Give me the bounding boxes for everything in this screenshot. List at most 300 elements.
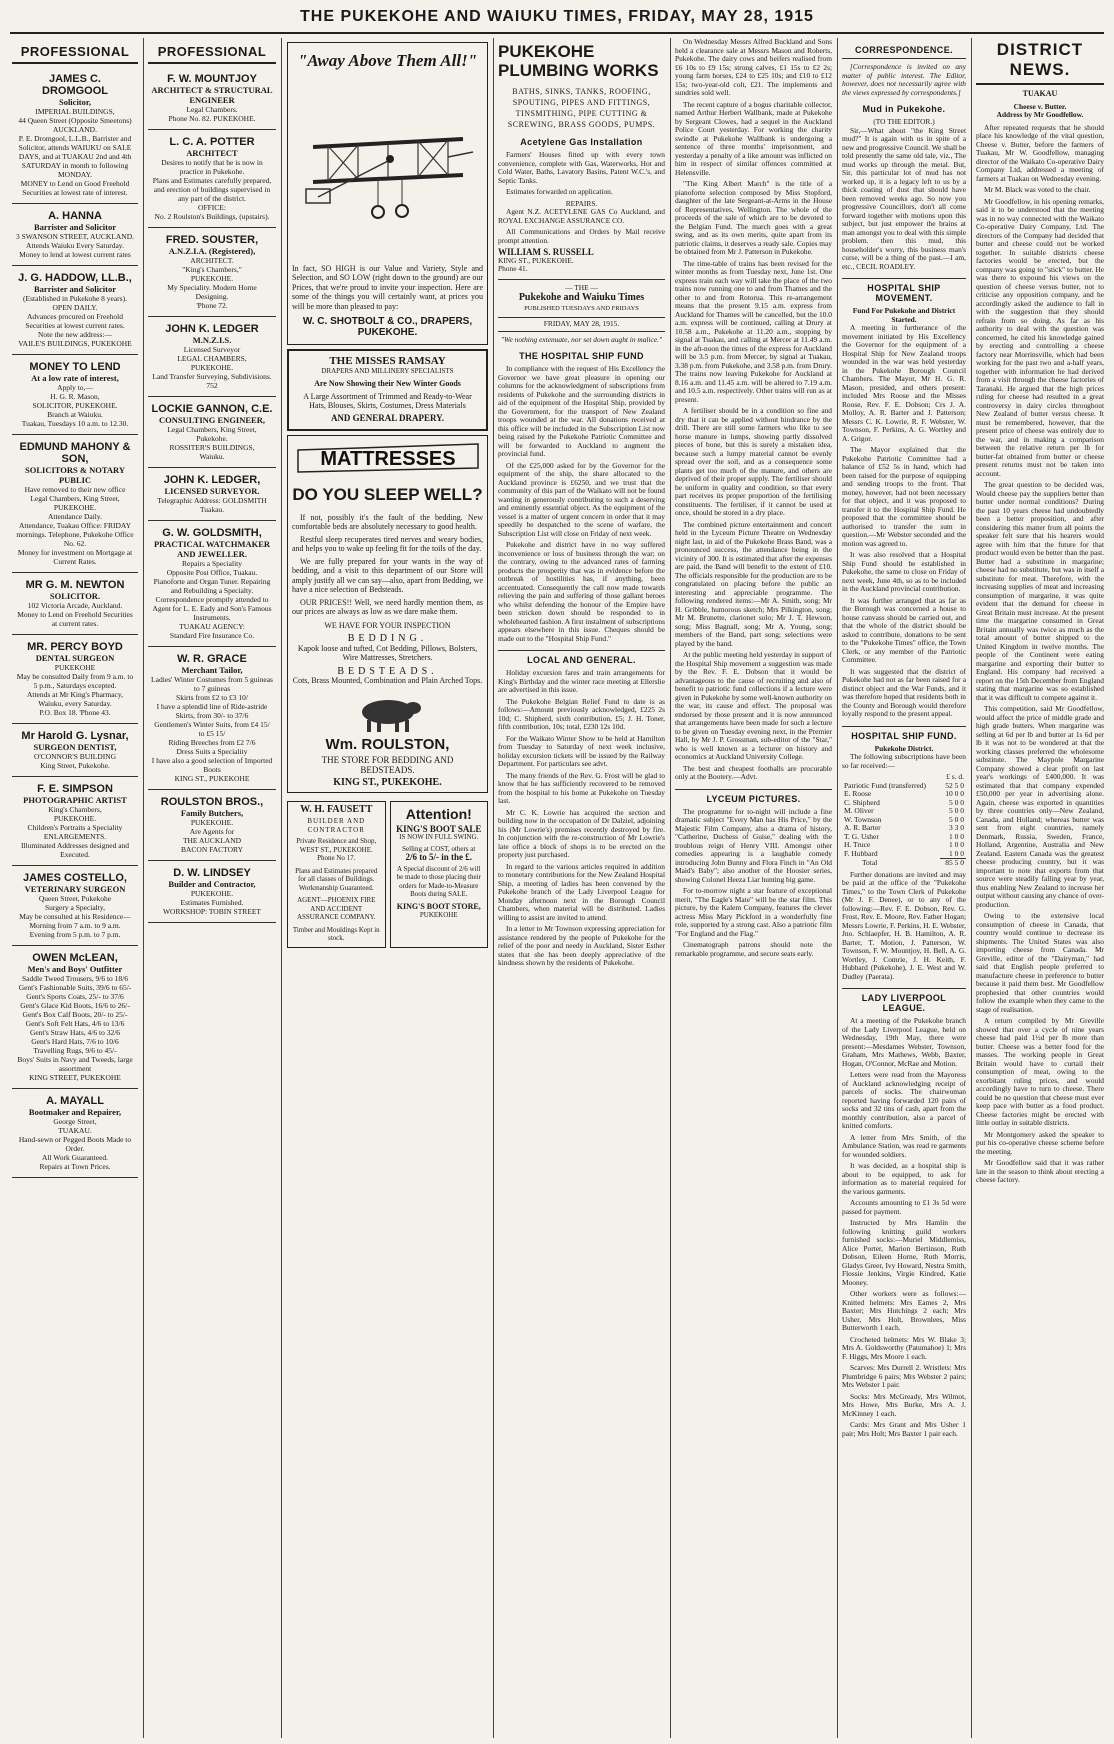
- card-line: Waiuku.: [199, 452, 225, 461]
- card-line: P. E. Dromgool, L.L.B., Barrister and Solicitor, attends WAIUKU on SALE DAYS, and at TUAKAU 2nd and 4th SATURDAY in month to following MONDAY.: [18, 134, 132, 179]
- ad-line: AGENT—PHOENIX FIRE AND ACCIDENT ASSURANCE COMPANY.: [296, 896, 376, 921]
- ad-name: Wm. ROULSTON,: [325, 736, 450, 753]
- card-line: Tuakau.: [199, 505, 225, 514]
- professional-card: [12, 266, 138, 355]
- article-paragraph: On Wednesday Messrs Alfred Buckland and Sons held a clearance sale at Messrs Mason and Roberts, Pukekohe. The dairy cows and heifers realised from £6 10s to £9 15s; strong calves, £1 15s to £2 2s; young farm horses, £24 to £25 10s; and £10 to £12 15s; two-year-old colt, £21. The implements and sundries sold well.: [675, 38, 832, 97]
- card-name: ROULSTON BROS.,: [160, 796, 264, 808]
- lady-liverpool-heading: LADY LIVERPOOL LEAGUE.: [842, 988, 966, 1013]
- card-line: Agent for L. E. Eady and Son's Famous Instruments.: [152, 604, 272, 622]
- subscriber-name: C. Shipherd: [844, 797, 880, 807]
- owner-address: KING ST., PUKEKOHE.: [498, 255, 574, 265]
- article-paragraph: Other workers were as follows:— Knitted helmets: Mrs Eames 2, Mrs Baxter; Mrs Hutchings 2 each; Mrs Usher, Mrs Holt, Brownlees, Miss Butterworth 1 each.: [842, 1289, 966, 1332]
- section-header: PROFESSIONAL: [12, 38, 138, 64]
- article-paragraph: Socks: Mrs McGready, Mrs Wilmot, Mrs Howe, Mrs Burke, Mrs A. J. McKinney 1 each.: [842, 1391, 966, 1418]
- correspondence-heading: CORRESPONDENCE.: [842, 45, 966, 59]
- professional-card: [148, 130, 276, 228]
- news-paragraphs: [675, 38, 832, 782]
- card-line: LEGAL CHAMBERS,: [177, 354, 247, 363]
- card-role: CONSULTING ENGINEER,: [159, 415, 265, 425]
- card-line: Plans and Estimates carefully prepared, and erection of buildings supervised in any part of the district.: [152, 176, 272, 203]
- card-role: M.N.Z.I.S.: [192, 335, 232, 345]
- district-article: [976, 124, 1104, 1185]
- mud-to-editor: (TO THE EDITOR.): [873, 117, 935, 126]
- article-paragraph: It was decided, as a hospital ship is about to be equipped, to ask for information as to material required for the various garments.: [842, 1161, 966, 1196]
- subscriber-amount: 5 0 0: [949, 797, 964, 807]
- card-line: Attendance Daily.: [47, 512, 103, 521]
- hospital-ship-movement-heading: HOSPITAL SHIP MOVEMENT.: [842, 278, 966, 303]
- professional-card: [148, 67, 276, 130]
- card-name: JOHN K. LEDGER,: [163, 474, 261, 486]
- ad-line: Phone No 17.: [317, 854, 356, 862]
- card-line: TUAKAU AGENCY:: [179, 622, 245, 631]
- article-paragraph: In compliance with the request of His Excellency the Governor we have great pleasure in opening our columns for the acknowledgment of subscriptions from residents of Pukekohe and the surrounding districts in aid of the equipment of the Hospital Ship, provided by the Government, for the transport of New Zealand troops wounded at the war. All donations received at this office will be included in the Subscription List now being raised by the Pukekohe Patriotic Committee and will be forwarded to Auckland to augment the provincial fund.: [498, 364, 665, 458]
- biplane-illustration: [298, 77, 478, 257]
- article-paragraph: The programme for to-night will include a fine dramatic subject "Every Man has His Price," by the Majestic Film Company, also a drama of history, "Catherine, Duchess of Guise," dealing with the troublous reign of Henry VIII. Amongst other comedies appearing is a laughable comedy introducing John Bunny and Flora Finch in "An Old Maid's Baby"; also another of the Hoosier series, showing Colonel Heeza Liar hunting big game.: [675, 806, 832, 884]
- card-line: (Established in Pukekohe 8 years).: [23, 294, 127, 303]
- card-line: THE AUCKLAND: [182, 836, 242, 845]
- subscriber-name: Patriotic Fund (transferred): [844, 780, 927, 790]
- acetylene-heading: Acetylene Gas Installation: [520, 137, 643, 147]
- professional-card: [12, 866, 138, 946]
- article-paragraph: It was further arranged that as far as the Borough was concerned a house to house canvass should be carried out, and that the whole of the district should be asked to contribute, donations to be sent to the "Pukekohe Times" office, the Town Clerk, or any member of the Patriotic Committee.: [842, 595, 966, 664]
- card-line: Evening from 5 p.m. to 7 p.m.: [29, 930, 121, 939]
- professional-card: [148, 790, 276, 861]
- column-correspondence: [842, 38, 966, 1738]
- professional-card: [12, 435, 138, 573]
- paper-motto: "We nothing extenuate, nor set down aught in malice.": [500, 334, 663, 344]
- card-role: DENTAL SURGEON: [35, 653, 115, 663]
- card-line: ARCHITECT.: [190, 256, 234, 265]
- lyceum-heading: LYCEUM PICTURES.: [675, 789, 832, 804]
- card-line: PUKEKOHE.: [190, 363, 234, 372]
- article-paragraph: Mr M. Black was voted to the chair.: [984, 185, 1091, 194]
- card-line: Opposite Post Office, Tuakau.: [166, 568, 258, 577]
- card-line: Gent's Glace Kid Boots, 16/6 to 26/-: [20, 1001, 130, 1010]
- column-rule: [971, 38, 972, 1738]
- ad-line: THE STORE FOR BEDDING AND: [321, 755, 454, 765]
- article-paragraph: The combined picture entertainment and concert held in the Lyceum Picture Theatre on Wednesday night last, in aid of the Pukekohe Brass Band, was a pronounced success, the attendance being in the vicinity of 300. It is estimated that after the expenses are paid, the Band will benefit to the extent of £10. The officials responsible for the production are to be congratulated on placing before the public an interesting and appreciable programme. The following rendered items:—Mr A. Smith, song; Mr H. Gribble, humorous sketch; Mrs Pilkington, song; Mr M. Brunette, clarionet solo; Mr J. T. Hewson, song; Miss Bagnall, song; Mr A. Young, song; members of the Band, part song; selections were played by the band.: [675, 519, 832, 648]
- fund-heading: HOSPITAL SHIP FUND.: [842, 726, 966, 741]
- lyceum-article: [675, 808, 832, 959]
- column-rule: [837, 38, 838, 1738]
- article-paragraph: Mr Montgomery asked the speaker to put his co-operative cheese scheme before the meeting.: [976, 1129, 1104, 1156]
- mud-letter: Sir,—What about "the King Street mud?" It is again with us in spite of a new and progressive Council. We shall be told presently the same old tale, viz., The mud works up through the metal. But, Sir, this particular lot of mud has not worked up, it is a legacy left to us by a thick coating of dust that should have been removed weeks ago. So now you progressive Councillors, don't all come forward together with motions upon this subject, but just empower the brains at man amongst you to deal with this simple problem. then this mud, this householder's worry, this business man's curse, will be a thing of the past.—I am, etc., CECIL ROADLEY.: [842, 125, 966, 271]
- card-line: VAILE'S BUILDINGS, PUKEKOHE: [18, 339, 132, 348]
- card-line: Children's Portraits a Speciality: [27, 823, 123, 832]
- card-name: F. W. MOUNTJOY: [167, 73, 257, 85]
- column-professional-1: [12, 38, 138, 1738]
- column-rule: [493, 38, 494, 1738]
- card-line: May be consulted at his Residence—: [19, 912, 131, 921]
- card-line: Have removed to their new office: [24, 485, 126, 494]
- communications-line: All Communications and Orders by Mail receive prompt attention.: [498, 227, 665, 245]
- ad-name: W. H. FAUSETT: [300, 803, 373, 815]
- card-name: JAMES COSTELLO,: [23, 872, 127, 884]
- district-news-heading: DISTRICT NEWS.: [976, 40, 1104, 85]
- card-line: OFFICE:: [198, 203, 226, 212]
- ads-row: [287, 797, 488, 952]
- ad-title: THE MISSES RAMSAY: [329, 355, 446, 367]
- card-line: KING STREET, PUKEKOHE: [29, 1073, 121, 1082]
- article-paragraph: A fertiliser should be in a condition so fine and dry that it can be applied without hindrance by the drill. There are still some farmers who like to see horse manure in lumps, showing partly dissolved pieces of bone, but this is surely a mistaken idea, because such a lumpy material cannot be evenly spread over the soil, and as a consequence some plants get too much of the manure, and others are deprived of their proper supply. The fertiliser should be uniform in quality and condition, so that every part receives its proper proportion of the fertilising constituents. The fertiliser, if it cannot be used at once, should be stored in a dry place.: [675, 406, 832, 517]
- card-line: I have also a good selection of Imported Boots: [151, 756, 273, 774]
- column-rule: [143, 38, 144, 1738]
- article-paragraph: It was suggested that the district of Pukekohe had not as far been raised for a distinct object and the War Funds, and it was therefore hoped that residents both in the County and Borough would therefore loyally respond to the present appeal.: [842, 666, 966, 718]
- card-line: Gentlemen's Winter Suits, from £4 15/ to £5 15/: [154, 720, 270, 738]
- card-line: Branch at Waiuku.: [47, 410, 103, 419]
- article-paragraph: In a letter to Mr Townson expressing appreciation for assistance rendered by the people of Pukekohe for the relief of the poor and needy in Auckland, Sister Esther states that she has been deeply appreciative of the kindness shown by the residents of Pukekohe.: [498, 924, 665, 967]
- subscriber-name: T. G. Usher: [844, 831, 879, 841]
- card-line: PUKEKOHE.: [190, 818, 234, 827]
- article-paragraph: Holiday excursion fares and train arrangements for King's Birthday and the winter race meeting at Ellerslie are advertised in this issue.: [498, 668, 665, 694]
- ad-line: BEDSTEADS.: [360, 764, 415, 775]
- article-paragraph: In regard to the various articles required in addition to monetary contributions for the New Zealand Hospital Ship, a meeting of ladies has been convened by the Pukekohe branch of the Lady Liverpool League for Monday afternoon next in the Borough Council Chambers, when material will be distributed. Ladies willing to assist are invited to attend.: [498, 861, 665, 922]
- article-paragraph: Letters were read from the Mayoress of Auckland acknowledging receipt of parcels of socks. The chairwoman reported having forwarded 120 pairs of socks and 32 tins of cash, apart from the monthly contribution, also a parcel of knitted comforts.: [842, 1070, 966, 1130]
- card-role: LICENSED SURVEYOR.: [164, 486, 260, 496]
- fund-total: 85 5 0: [940, 859, 966, 868]
- article-paragraph: Instructed by Mrs Hamlin the following knitting guild workers furnished socks:—Muriel Middlemiss, Alice Porter, Marion Bertinson, Ruth Dobson, Eileen Horne, Ruth Morris, Gladys Greer, Ivy Howard, Nestra Smith, Flossie Jenkins, Virgie Kindred, Katie Mooney.: [842, 1218, 966, 1287]
- article-paragraph: This competition, said Mr Goodfellow, would affect the price of middle grade and high grade butters. When margarine was selling at 6d per lb and butter at 1s 6d per lb it was not to be wondered at that the working classes preferred the wholesome substitute. The Maypole Margarine Company showed a clear profit on last year's workings of £400,000. It was estimated that that company expended £50,000 per year in advertising alone. Again, cheese was exported in quantities by three countries only—New Zealand, Canada, and Holland; whereas butter was sent from eight countries, namely Denmark, Russia, Sweden, France, Holland, Argentine, Australia and New Zealand. Eastern Canada was the greatest cheese producing country, but it was important to note that exports from that source were steadily falling year by year, thus enabling New Zealand to increase her output without causing any chance of over-production.: [976, 704, 1104, 909]
- article-paragraph: A letter from Mrs Smith, of the Ambulance Station, was read re garments for wounded soldiers.: [842, 1132, 966, 1159]
- article-paragraph: Of the £25,000 asked for by the Governor for the equipment of the ship, the share allocated to the Auckland province is £6250, and we trust that the community of this part of the Waikato will not be found wanting in generously contributing to such a deserving and eminently essential object. As the equipment of the vessel is a matter of urgent concern in order that it may speedily be despatched to the scene of warfare, the Subscription List will close on Friday of next week.: [498, 460, 665, 538]
- card-line: WORKSHOP: TOBIN STREET: [162, 907, 262, 916]
- card-line: PUKEKOHE.: [190, 274, 234, 283]
- professional-card: [148, 317, 276, 397]
- ad-firm: W. C. SHOTBOLT & CO., DRAPERS, PUKEKOHE.: [302, 316, 473, 338]
- card-line: Note the new address:—: [38, 330, 112, 339]
- article-paragraph: Owing to the extensive local consumption of cheese in Canada, that country would continue to decrease its shipments. The United States was also importing cheese from Canada. Mr Greville, editor of the "Dairyman," had said that English people preferred to manufacture cheese in preference to butter because it paid them best. Mr Goodfellow prophesied that other countries would follow the example when they came to the stage of realisation.: [976, 911, 1104, 1014]
- card-line: ROSSITER'S BUILDINGS,: [169, 443, 255, 452]
- acetylene-body: Farmers' Houses fitted up with every town convenience, complete with Gas, Waterworks, Hot and Cold Water, Baths, Lavatory Basins, Patent W.C.'s, and Septic Tanks.: [498, 150, 665, 185]
- article-paragraph: The recent capture of a bogus charitable collector, named Arthur Herbert Wallbank, made at Pukekohe by Sergeant Clowes, had a sequel in the Auckland Police Court yesterday. For working the charity swindle at Pukekohe Wallbank is undergoing a sentence of three months' imprisonment, and yesterday a penalty of a like amount was inflicted on him in respect of similar offences committed at Helensville.: [675, 99, 832, 177]
- card-role: Merchant Tailor,: [181, 665, 243, 675]
- mattress-banner: [294, 440, 482, 474]
- ad-line: Are Now Showing their New Winter Goods: [314, 379, 461, 388]
- card-role: ARCHITECT & STRUCTURAL ENGINEER: [151, 85, 273, 105]
- paper-date: FRIDAY, MAY 28, 1915.: [498, 317, 665, 332]
- subscriber-name: H. Truce: [844, 840, 871, 849]
- card-line: P.O. Box 18. 'Phone 43.: [39, 708, 111, 717]
- card-name: D. W. LINDSEY: [173, 867, 251, 879]
- masthead: THE PUKEKOHE AND WAIUKU TIMES, FRIDAY, MAY 28, 1915: [10, 8, 1104, 34]
- article-paragraph: Accounts amounting to £1 3s 5d were passed for payment.: [842, 1198, 966, 1216]
- paper-the: — THE —: [498, 279, 665, 293]
- professional-card: [12, 1089, 138, 1178]
- card-role: VETERINARY SURGEON: [24, 884, 126, 894]
- article-paragraph: The many friends of the Rev. G. Frost will be glad to know that he has sufficiently recovered to be removed from the hospital to his home at Pukekohe on Tuesday last.: [498, 770, 665, 805]
- ad-store: KING'S BOOT STORE,: [396, 901, 481, 911]
- card-name: A. MAYALL: [46, 1095, 104, 1107]
- card-name: W. R. GRACE: [177, 653, 247, 665]
- card-line: Ladies' Winter Costumes from 5 guineas to 7 guineas: [151, 675, 273, 693]
- fund-sub: Pukekohe District.: [874, 743, 934, 753]
- card-role: Barrister and Solicitor: [34, 222, 116, 232]
- card-line: My Speciality. Modern Home Designing.: [167, 283, 257, 301]
- professional-card: [12, 573, 138, 635]
- card-name: L. C. A. POTTER: [169, 136, 255, 148]
- column-plumbing-and-news: [498, 38, 665, 1738]
- fund-after: Further donations are invited and may be paid at the office of the "Pukekohe Times," to the Town Clerk of Pukekohe (Mr J. F. Denee), or to any of the following:—Rev. F. E. Dobson, Rev. G. Frost, Rev. E. Moore, Rev. Father Hogan; Messrs Lowrie, F. Perkins, H. E. Webster, Jno. Schlaepfer, H. B. Hamilton, A. R. Barter, T. Motion, J. Patterson, W. Townson, F. W. Mountjoy, H. Bell, A. G. Wortley, J. Comrie, J. H. Keith, F. Hubbard (Pukekohe), J. E. West and W. Dudley (Paerata).: [842, 869, 966, 981]
- card-name: EDMUND MAHONY & SON,: [19, 441, 131, 465]
- card-name: OWEN McLEAN,: [32, 952, 118, 964]
- article-paragraph: Scarves: Mrs Durrell 2. Wristlets: Mrs Plumbridge 6 pairs; Mrs Webster 2 pairs; Mrs Webster 1 pair.: [842, 1363, 966, 1389]
- subscriber-amount: 5 0 0: [949, 806, 964, 815]
- ad-line: CONTRACTOR: [307, 825, 365, 834]
- ad-paragraph: We are fully prepared for your wants in the way of bedding, and a visit to this department of our Store will amply justify all we can say—also, apart from Bedding, we have a nice selection of Bedsteads.: [292, 556, 483, 594]
- card-line: AUCKLAND.: [53, 125, 97, 134]
- subscriber-amount: 52 5 0: [945, 780, 964, 790]
- card-line: Legal Chambers, King Street,: [167, 425, 257, 434]
- ramsay-advert: [287, 349, 488, 431]
- card-line: Gent's Soft Felt Hats, 4/6 to 13/6: [25, 1019, 125, 1028]
- card-line: Estimates Furnished.: [180, 898, 244, 907]
- card-line: 44 Queen Street (Opposite Smeetons): [18, 116, 132, 125]
- district-sub: Cheese v. Butter.: [1013, 101, 1067, 111]
- subscriber-amount: 5 0 0: [949, 814, 964, 824]
- card-line: 102 Victoria Arcade, Auckland.: [27, 601, 123, 610]
- card-line: No. 2 Roulston's Buildings, (upstairs).: [154, 212, 270, 221]
- card-line: Gent's Box Calf Boots, 20/- to 25/-: [22, 1010, 128, 1019]
- professional-card: [12, 355, 138, 435]
- article-paragraph: "The King Albert March" is the title of a pianoforte selection composed by Miss Stopford, daughter of the late Sergeant-at-Arms in the House of Representatives, Wellington. The whole of the proceeds of the sale of which are to be devoted to the Belgian Fund. The march goes with a great swing, and as its own merits, quite apart from its patriotic claims, it deserves a ready sale. Copies may be obtained from Mr J. Patterson in Pukekohe.: [675, 179, 832, 256]
- local-general-article: [498, 669, 665, 968]
- professional-card: [12, 204, 138, 266]
- card-role: Family Butchers,: [180, 808, 244, 818]
- card-name: FRED. SOUSTER,: [165, 234, 259, 246]
- card-line: Gent's Fashionable Suits, 39/6 to 65/-: [18, 983, 132, 992]
- professional-card: [148, 228, 276, 317]
- article-paragraph: A meeting in furtherance of the movement initiated by His Excellency the Governor for the equipment of a Hospital Ship for New Zealand troops wounded in the war was held yesterday in the Pukekohe Borough Council Chambers. The Mayor, Mr H. G. R. Mason, presided, and others present: included Mrs Roose and the Misses Roose, Rev. F. E. Dobson; Crs J. A. Molloy, A. R. Barter and J. Patterson; Messrs C. K. Lowrie, R. F. Webster, W. Townson, F. Perkins, A. G. Wortley and A. Grigor.: [842, 323, 966, 443]
- card-line: Attendance, Tuakau Office: FRIDAY mornings. Telephone, Pukekohe Office No. 62.: [16, 521, 134, 548]
- article-paragraph: The time-table of trains has been revised for the winter months as from Tuesday next, June 1st. One express train each way will take the place of the two trains now running one to and from Thames and the other to and from Rotorua. This re-arrangement means that the present 9.15 a.m. express from Auckland for Thames will be cancelled, but the 10.0 a.m. express will be continued, calling at Drury at 10.58 a.m., Pukekohe at 11.20 a.m., stopping by signal at Tuakau, and calling at Mercer at 11.49 a.m. in the aft-noon the times of the express for Auckland will be 3.5 p.m. from Mercer, by signal at Tuakau, 3.38 p.m. from Pukekohe, and 3.58 p.m. from Drury. The trains now leaving Pukekohe for Auckland at 8.16 a.m. and 11.45 a.m. will be altered to 7.19 a.m. and 10.5 a.m. respectively. Other trains will run as at present.: [675, 258, 832, 404]
- article-paragraph: At the public meeting held yesterday in support of the Hospital Ship movement a suggestion was made by the Rev. F. E. Dobson that it would be advantageous to the cause of recruiting and also of benefit to patriotic fund collections if a lecture were given in Pukekohe by some well-known authority on the war, its cause and effect. The proposal was endorsed by those present and it is now announced that arrangements have been made for such a lecture to be given on Tuesday evening next, in the Premier Hall, by Mr J. P. Grossman, sub-editor of the "Star," who is well known as a lecturer on history and economics at Auckland University College.: [675, 650, 832, 761]
- card-name: LOCKIE GANNON, C.E.: [151, 403, 273, 415]
- plumbing-services: BATHS, SINKS, TANKS, ROOFING, SPOUTING, PIPES AND FITTINGS, TINSMITHING, PIPE CUTTING & SCREWING, BRASS GOODS, PUMPS.: [507, 87, 656, 129]
- card-line: Riding Breeches from £2 7/6: [168, 738, 256, 747]
- card-name: J. G. HADDOW, LL.B.,: [18, 272, 132, 284]
- card-name: F. E. SIMPSON: [37, 783, 113, 795]
- professional-card: [12, 946, 138, 1089]
- card-line: Telegraphic Address: GOLDSMITH: [157, 496, 267, 505]
- article-paragraph: The best and cheapest footballs are procurable only at the Bootery.—Advt.: [675, 763, 832, 781]
- card-line: Pianoforte and Organ Tuner. Repairing and Rebuilding a Specialty.: [153, 577, 271, 595]
- article-paragraph: The Pukekohe Belgian Relief Fund to date is as follows:—Amount previously acknowledged, £225 2s 10d; C. Shipherd, sixth contribution, £5; J. H. Toner, fifth contribution, 10s; total, £230 12s 10d.: [498, 696, 665, 731]
- lady-liverpool-article: [842, 1017, 966, 1438]
- ad-paragraph: Restful sleep recuperates tired nerves and weary bodies, and helps you to wake up feeling fit for the toils of the day.: [292, 534, 483, 553]
- paper-published: PUBLISHED TUESDAYS AND FRIDAYS: [524, 304, 639, 312]
- card-line: King Street, Pukekohe.: [40, 761, 110, 770]
- card-role: Barrister and Solicitor: [34, 284, 116, 294]
- card-line: PUKEKOHE: [54, 663, 96, 672]
- ad-headline: "Away Above Them All!": [297, 51, 478, 70]
- hospital-ship-fund-heading: THE HOSPITAL SHIP FUND: [519, 351, 644, 361]
- card-line: 3 SWANSON STREET, AUCKLAND.: [16, 232, 134, 241]
- article-paragraph: For to-morrow night a star feature of exceptional merit, "The Eagle's Mate" will be the star film. This picture, by the Kalem Company, features the clever actress Miss Mary Pickford in a wonderfully fine role, supported by a strong cast. Also a patriotic film "For England and the Flag.": [675, 886, 832, 938]
- card-line: Illuminated Addresses designed and Executed.: [20, 841, 130, 859]
- article-paragraph: For the Waikato Winter Show to be held at Hamilton from Tuesday to Saturday of next week inclusive, holiday excursion tickets will be issued by the Railway Department. For particulars see advt.: [498, 733, 665, 768]
- mattress-banner-text: MATTRESSES: [319, 448, 456, 470]
- subscriber-amount: 10 0 0: [945, 789, 964, 798]
- ad-paragraph: OUR PRICES!! Well, we need hardly mention them, as our prices are always as low as we dare make them.: [292, 597, 483, 616]
- card-line: BACON FACTORY: [180, 845, 244, 854]
- mud-heading: Mud in Pukekohe.: [862, 104, 946, 114]
- card-line: MONEY to Lend on Good Freehold Securities at lowest rate of interest.: [20, 179, 130, 197]
- plumbing-firm: PUKEKOHE PLUMBING WORKS: [498, 42, 659, 80]
- ad-subhead: BEDSTEADS.: [337, 665, 438, 677]
- card-line: Queen Street, Pukekohe: [38, 894, 112, 903]
- section-header: PROFESSIONAL: [148, 38, 276, 64]
- card-line: PUKEKOHE.: [53, 503, 97, 512]
- card-line: 'Phone 72.: [196, 301, 228, 310]
- ad-subhead: WE HAVE FOR YOUR INSPECTION: [324, 620, 451, 630]
- column-professional-2: [148, 38, 276, 1738]
- column-district-news: [976, 38, 1104, 1738]
- ad-line: A Special discount of 2/6 will be made to those placing their orders for Made-to-Measure Boots during SALE.: [396, 864, 481, 898]
- card-role: Builder and Contractor,: [168, 879, 256, 889]
- card-name: Mr Harold G. Lysnar,: [21, 730, 129, 742]
- ad-line: Plans and Estimates prepared for all classes of Buildings. Workmanship Guaranteed.: [295, 866, 378, 892]
- article-paragraph: Mr C. K. Lowrie has acquired the section and building now in the occupation of Dr Dalziel, adjoining his (Mr Lowrie's) premises recently destroyed by fire. In conjunction with the re-construction of Mr Lowrie's late office a block of shops is to be erected on the property just purchased.: [498, 807, 665, 859]
- owner-name: WILLIAM S. RUSSELL: [498, 247, 594, 257]
- column-news: [675, 38, 832, 1738]
- subscriber-amount: 1 0 0: [949, 848, 964, 858]
- ad-line: PUKEKOHE: [419, 911, 458, 919]
- card-line: Gent's Straw Hats, 4/6 to 32/6: [29, 1028, 121, 1037]
- ad-paragraph: If not, possibly it's the fault of the bedding. New comfortable beds are absolutely necessary to good health.: [292, 512, 483, 531]
- card-line: Skirts from £2 to £3 10/: [176, 693, 248, 702]
- professional-card: [12, 67, 138, 204]
- card-line: H. G. R. Mason,: [50, 392, 100, 401]
- card-line: Repairs a Speciality: [182, 559, 242, 568]
- ad-line: Private Residence and Shop, WEST ST., PUKEKOHE.: [296, 837, 377, 854]
- card-line: Desires to notify that he is now in practice in Pukekohe.: [161, 158, 263, 176]
- subscriber-name: W. Townson: [844, 814, 882, 824]
- card-line: Morning from 7 a.m. to 9 a.m.: [29, 921, 121, 930]
- card-name: JAMES C. DROMGOOL: [42, 73, 108, 97]
- card-line: King's Chambers,: [48, 805, 102, 814]
- estimates-line: Estimates forwarded on application.: [506, 187, 613, 196]
- ad-subhead: BEDDING.: [347, 633, 428, 644]
- subscriber-amount: 1 0 0: [949, 840, 964, 849]
- card-line: Standard Fire Insurance Co.: [169, 631, 255, 640]
- card-line: Are Agents for: [189, 827, 235, 836]
- card-name: MONEY TO LEND: [29, 361, 121, 373]
- card-line: Land Transfer Surveying, Subdivisions. 752: [152, 372, 272, 390]
- owner-phone: Phone 41.: [498, 264, 528, 273]
- card-role: SURGEON DENTIST,: [33, 742, 117, 752]
- card-line: SOLICITOR, PUKEKOHE.: [32, 401, 118, 410]
- card-role: At a low rate of interest,: [31, 373, 119, 383]
- card-line: Legal Chambers.: [186, 105, 238, 114]
- card-line: Boys' Suits in Navy and Tweeds, large assortment: [17, 1055, 133, 1073]
- mattresses-advert: [287, 435, 488, 793]
- paper-name: Pukekohe and Waiuku Times: [518, 292, 645, 303]
- card-line: Tuakau, Tuesdays 10 a.m. to 12.30.: [21, 419, 129, 428]
- subscriber-name: M. Oliver: [844, 806, 874, 815]
- ad-question: DO YOU SLEEP WELL?: [292, 484, 483, 504]
- professional-card: [148, 397, 276, 468]
- card-line: May be consulted Daily from 9 a.m. to 5 p.m., Saturdays excepted.: [16, 672, 134, 690]
- district-sub2: Address by Mr Goodfellow.: [996, 110, 1084, 119]
- card-role: ARCHITECT: [186, 148, 238, 158]
- article-paragraph: Pukekohe and district have in no way suffered inconvenience or loss of business through the war; on the contrary, owing to the advanced rates of farming products the prosperity that was in evidence before the outbreak of hostilities has, if anything, been accentuated. Consequently the call now made towards relieving the pain and suffering of those gallant heroes who whilst defending the honour of the Empire have been stricken down should be responded to in wholehearted fashion. A first instalment of subscriptions appears elsewhere in this issue. Cheques should be made out to the "Hospital Ship Fund.": [498, 540, 665, 643]
- ad-line: IS NOW IN FULL SWING.: [399, 833, 479, 841]
- card-role: Bootmaker and Repairer,: [28, 1107, 122, 1117]
- subscriber-name: E. Roose: [844, 789, 872, 798]
- column-rule: [670, 38, 671, 1738]
- professional-card: [148, 521, 276, 647]
- card-role: Men's and Boys' Outfitter: [27, 964, 123, 974]
- ad-body: In fact, SO HIGH is our Value and Variety, Style and Selection, and SO LOW (right down to the ground) are our Prices, that we're proud to invite your inspection. Here are some of the things you will certainly want, at prices you will be more than pleased to pay:: [292, 263, 483, 311]
- card-line: Saddle Tweed Trousers, 9/6 to 18/6: [21, 974, 128, 983]
- subscriber-name: A. R. Barter: [844, 823, 881, 832]
- district-place: TUAKAU: [1022, 89, 1058, 98]
- card-line: O'CONNOR'S BUILDING: [33, 752, 117, 761]
- professional-card: [148, 647, 276, 790]
- ad-tail: AND GENERAL DRAPERY.: [330, 412, 445, 423]
- card-role: Solicitor,: [58, 97, 92, 107]
- card-line: Advances procured on Freehold Securities at lowest current rates.: [25, 312, 125, 330]
- professional-card: [12, 777, 138, 866]
- article-paragraph: Cards: Mrs Grant and Mrs Usher 1 pair; Mrs Holt; Mrs Baxter 1 pair each.: [842, 1420, 966, 1438]
- card-role: PRACTICAL WATCHMAKER AND JEWELLER.: [153, 539, 271, 559]
- hospital-ship-movement-article: [842, 324, 966, 719]
- column-rule: [281, 38, 282, 1738]
- article-paragraph: Crocheted helmets: Mrs W. Blake 3; Mrs A. Goldsworthy (Patumahoe) 1; Mrs F. Higgs, Mrs Moore 1 each.: [842, 1334, 966, 1361]
- card-line: OPEN DAILY.: [52, 303, 98, 312]
- card-line: KING ST., PUKEKOHE: [174, 774, 250, 783]
- article-paragraph: It was also resolved that a Hospital Ship Fund should be established in Pukekohe, the same to close on Friday of next week, June 4th, so as to be included in the Auckland provincial contribution.: [842, 550, 966, 593]
- card-name: A. HANNA: [48, 210, 102, 222]
- card-role: SOLICITOR.: [49, 591, 101, 601]
- card-line: TUAKAU.: [58, 1126, 92, 1135]
- card-line: Phone No. 82. PUKEKOHE.: [168, 114, 256, 123]
- kings-boot-advert: [390, 801, 489, 948]
- column-advertisements: [287, 38, 488, 1738]
- professional-card: [148, 861, 276, 923]
- local-general-heading: LOCAL AND GENERAL.: [498, 650, 665, 665]
- repairs-line: REPAIRS.: [565, 198, 598, 208]
- ad-sub: DRAPERS AND MILLINERY SPECIALISTS: [321, 366, 454, 375]
- subscriber-name: F. Hubbard: [844, 848, 878, 858]
- card-line: George Street,: [53, 1117, 97, 1126]
- card-line: Money for investment on Mortgage at Current Rates.: [17, 548, 133, 566]
- ad-paragraph: Kapok loose and tufted, Cot Bedding, Pillows, Bolsters, Wire Mattresses, Stretchers.: [297, 643, 478, 662]
- card-line: Pukekohe.: [196, 434, 228, 443]
- article-paragraph: A return compiled by Mr Greville showed that over a cycle of nine years cheese had paid 1½d per lb more than butter. Cheese was a better food for the masses. The working people in Great Britain would have to curtail their consumption of meat, owing to the exorbitant ruling prices, and would accordingly have to turn to cheese. There could be no question that cheese must ever keep pace with butter as a food product. Cheese factories might be erected with little outlay in suitable districts.: [976, 1016, 1104, 1127]
- card-line: Travelling Rugs, 9/6 to 45/-: [33, 1046, 117, 1055]
- subscriber-amount: 1 0 0: [949, 831, 964, 841]
- article-paragraph: Mr Goodfellow, in his opening remarks, said it to be understood that the meeting was in no way connected with the Waikato Co-operative Dairy Company, Ltd. The directors of the Company had decided that butter and cheese could not be worked together. In suitable districts cheese factories would be erected, but the company was going to "stick" to butter. He was there to expound his views on the question of cheese versus butter, not to criticise any opposition company, and he accordingly asked the audience to fall in with the suggestion that they should refrain from so doing. As far as his authority to deal with the question was concerned, he cited his knowledge gained by erecting and controlling a cheese factory near Morrinsville, which had been working for the past two and a-half years, together with information he had derived from a visit through the cheese factories of Taranaki. He argued that the high prices ruling for cheese had resulted in a great controversy in dairy circles throughout New Zealand of butter versus cheese. It must be remembered, however, that the present price of cheese was entirely due to the war, and in making a comparison between the relative return per lb for butter-fat obtained from butter or cheese present returns must not be taken into account.: [976, 196, 1104, 478]
- subscriber-amount: 3 3 0: [949, 823, 964, 832]
- subscription-table: [842, 773, 966, 868]
- card-line: Attends at Mr King's Pharmacy, Waiuku, every Saturday.: [26, 690, 124, 708]
- card-line: PUKEKOHE.: [53, 814, 97, 823]
- card-name: G. W. GOLDSMITH,: [162, 527, 262, 539]
- ad-body: A Large Assortment of Trimmed and Ready-to-Wear Hats, Blouses, Skirts, Costumes, Dress Materials: [303, 391, 472, 410]
- shotbolt-advert: [287, 42, 488, 345]
- fund-column-header: £ s. d.: [946, 772, 964, 781]
- correspondence-note: [Correspondence is invited on any matter of public interest. The Editor, however, does not necessarily agree with the views expressed by correspondents.]: [842, 62, 966, 97]
- card-line: Surgery a Specialty,: [45, 903, 105, 912]
- article-paragraph: At a meeting of the Pukekohe branch of the Lady Liverpool League, held on Wednesday, 19th May, there were present:—Mesdames Webster, Townson, Graham, Mrs Mathews, Webb, Baxter, Hogan, O'Connor, McRae and Motion.: [842, 1016, 966, 1068]
- ad-line: Selling at COST, others at: [402, 844, 476, 853]
- professional-card: [148, 468, 276, 521]
- card-name: MR G. M. NEWTON: [25, 579, 125, 591]
- card-line: All Work Guaranteed.: [41, 1153, 109, 1162]
- card-line: Hand-sewn or Pegged Boots Made to Order.: [18, 1135, 132, 1153]
- card-line: Correspondence promptly attended to: [155, 595, 269, 604]
